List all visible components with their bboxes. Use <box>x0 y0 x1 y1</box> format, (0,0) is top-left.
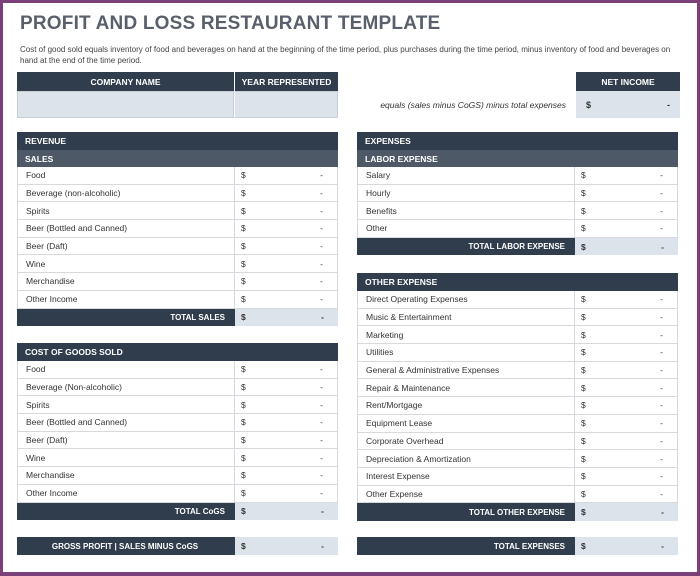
line-item-amount-cell[interactable] <box>575 486 678 503</box>
line-item-row <box>357 309 678 327</box>
currency-symbol: $ <box>241 364 246 375</box>
total-sales-row <box>17 309 338 327</box>
line-item-label: Other Expense <box>357 486 575 503</box>
year-represented-header: YEAR REPRESENTED <box>234 72 338 91</box>
total-expenses-label: TOTAL EXPENSES <box>493 541 565 551</box>
currency-symbol: $ <box>581 347 586 358</box>
currency-symbol: $ <box>586 99 592 110</box>
line-item-label: Spirits <box>17 202 235 219</box>
other-expense-table <box>357 273 678 521</box>
gross-profit-value[interactable] <box>235 537 338 555</box>
line-item-row <box>357 344 678 362</box>
line-item-amount-cell[interactable] <box>575 167 678 184</box>
line-item-amount-cell[interactable] <box>235 432 338 449</box>
currency-symbol: $ <box>581 312 586 323</box>
line-item-label: Utilities <box>357 344 575 361</box>
line-item-amount-cell[interactable] <box>235 220 338 237</box>
line-item-label: Beer (Bottled and Canned) <box>17 220 235 237</box>
revenue-table <box>17 132 338 326</box>
line-item-row <box>17 485 338 503</box>
currency-symbol: $ <box>581 188 586 199</box>
line-item-label: Repair & Maintenance <box>357 379 575 396</box>
currency-symbol: $ <box>241 470 246 481</box>
line-item-row <box>357 362 678 380</box>
currency-symbol: $ <box>581 507 586 518</box>
currency-symbol: $ <box>581 471 586 482</box>
line-item-amount: - <box>320 223 323 234</box>
total-other-expense-label: TOTAL OTHER EXPENSE <box>468 507 565 517</box>
line-item-label: Wine <box>17 255 235 272</box>
line-item-label: Equipment Lease <box>357 415 575 432</box>
line-item-amount: - <box>660 453 663 464</box>
currency-symbol: $ <box>241 417 246 428</box>
line-item-amount-cell[interactable] <box>575 450 678 467</box>
line-item-row <box>357 486 678 504</box>
line-item-amount-cell[interactable] <box>235 361 338 378</box>
line-item-amount: - <box>320 452 323 463</box>
line-item-amount-cell[interactable] <box>575 291 678 308</box>
line-item-amount: - <box>660 329 663 340</box>
total-sales-amount: - <box>321 312 324 323</box>
currency-symbol: $ <box>581 488 586 499</box>
line-item-amount: - <box>660 400 663 411</box>
line-item-amount-cell[interactable] <box>235 396 338 413</box>
line-item-amount-cell[interactable] <box>575 379 678 396</box>
line-item-row <box>357 468 678 486</box>
currency-symbol: $ <box>581 400 586 411</box>
line-item-row <box>17 202 338 220</box>
line-item-label: Hourly <box>357 185 575 202</box>
line-item-amount-cell[interactable] <box>575 185 678 202</box>
line-item-amount: - <box>660 205 663 216</box>
currency-symbol: $ <box>581 170 586 181</box>
line-item-amount: - <box>320 382 323 393</box>
other-expense-header-label: OTHER EXPENSE <box>365 277 438 287</box>
line-item-amount: - <box>660 365 663 376</box>
line-item-label: Rent/Mortgage <box>357 397 575 414</box>
line-item-label: Other Income <box>17 291 235 308</box>
revenue-header <box>17 132 338 150</box>
line-item-label: Food <box>17 361 235 378</box>
line-item-amount: - <box>320 488 323 499</box>
total-other-expense-value[interactable] <box>575 503 678 521</box>
line-item-amount: - <box>320 258 323 269</box>
line-item-row <box>357 326 678 344</box>
line-item-row <box>357 433 678 451</box>
total-labor-expense-amount: - <box>661 241 664 252</box>
line-item-amount-cell[interactable] <box>575 326 678 343</box>
line-item-label: Beverage (non-alcoholic) <box>17 185 235 202</box>
line-item-amount: - <box>660 223 663 234</box>
line-item-amount-cell[interactable] <box>235 467 338 484</box>
net-income-header: NET INCOME <box>576 72 680 91</box>
total-expenses-row <box>357 537 678 555</box>
currency-symbol: $ <box>581 435 586 446</box>
line-item-amount: - <box>660 471 663 482</box>
line-item-label: Merchandise <box>17 467 235 484</box>
sales-subheader-label: SALES <box>25 153 54 164</box>
currency-symbol: $ <box>581 541 586 551</box>
line-item-label: Merchandise <box>17 273 235 290</box>
year-represented-input[interactable] <box>234 91 338 118</box>
line-item-amount: - <box>660 188 663 199</box>
line-item-row <box>17 361 338 379</box>
line-item-amount-cell[interactable] <box>235 238 338 255</box>
line-item-amount-cell[interactable] <box>235 255 338 272</box>
currency-symbol: $ <box>241 452 246 463</box>
currency-symbol: $ <box>241 541 246 551</box>
line-item-row <box>357 397 678 415</box>
currency-symbol: $ <box>241 170 246 181</box>
line-item-amount: - <box>320 205 323 216</box>
line-item-amount-cell[interactable] <box>235 291 338 308</box>
line-item-row <box>17 414 338 432</box>
line-item-amount-cell[interactable] <box>235 167 338 184</box>
total-cogs-row <box>17 503 338 521</box>
line-item-amount-cell[interactable] <box>575 362 678 379</box>
line-item-label: Music & Entertainment <box>357 309 575 326</box>
line-item-amount-cell[interactable] <box>575 397 678 414</box>
line-item-row <box>357 220 678 238</box>
line-item-amount: - <box>320 399 323 410</box>
currency-symbol: $ <box>581 365 586 376</box>
line-item-row <box>17 291 338 309</box>
line-item-row <box>17 255 338 273</box>
line-item-label: Benefits <box>357 202 575 219</box>
gross-profit-row <box>17 537 338 555</box>
spreadsheet-page <box>3 3 697 572</box>
other-expense-header <box>357 273 678 291</box>
line-item-row <box>17 467 338 485</box>
line-item-row <box>17 379 338 397</box>
total-labor-expense-label: TOTAL LABOR EXPENSE <box>468 242 565 252</box>
line-item-row <box>357 167 678 185</box>
net-income-amount: - <box>667 99 670 110</box>
line-item-amount: - <box>320 170 323 181</box>
currency-symbol: $ <box>581 453 586 464</box>
total-cogs-label: TOTAL CoGS <box>174 506 225 516</box>
description-text: Cost of good sold equals inventory of food and beverages on hand at the beginning of the time period, plus purchases during the time period, minus inventory of food and beverages on hand at the end of the time period. <box>20 45 671 65</box>
line-item-amount-cell[interactable] <box>575 220 678 237</box>
total-other-expense-row <box>357 503 678 521</box>
line-item-amount: - <box>320 470 323 481</box>
total-cogs-amount: - <box>321 506 324 517</box>
line-item-amount-cell[interactable] <box>235 273 338 290</box>
line-item-amount: - <box>320 188 323 199</box>
total-expenses-value[interactable] <box>575 537 678 555</box>
line-item-label: General & Administrative Expenses <box>357 362 575 379</box>
currency-symbol: $ <box>241 188 246 199</box>
currency-symbol: $ <box>241 241 246 252</box>
net-income-value[interactable] <box>576 91 680 118</box>
line-item-label: Interest Expense <box>357 468 575 485</box>
line-item-row <box>357 379 678 397</box>
total-labor-expense-value[interactable] <box>575 238 678 256</box>
line-item-amount: - <box>660 382 663 393</box>
line-item-amount-cell[interactable] <box>235 485 338 502</box>
currency-symbol: $ <box>581 382 586 393</box>
line-item-row <box>17 449 338 467</box>
line-item-amount-cell[interactable] <box>575 468 678 485</box>
line-item-amount: - <box>660 294 663 305</box>
expenses-header <box>357 132 678 150</box>
currency-symbol: $ <box>581 418 586 429</box>
total-other-expense-amount: - <box>661 507 664 518</box>
line-item-row <box>17 396 338 414</box>
net-income-block <box>360 72 680 118</box>
labor-expense-subheader <box>357 150 678 167</box>
line-item-label: Salary <box>357 167 575 184</box>
line-item-row <box>17 238 338 256</box>
line-item-amount: - <box>660 418 663 429</box>
total-expenses-amount: - <box>661 541 664 551</box>
cogs-header-label: COST OF GOODS SOLD <box>25 347 123 357</box>
line-item-row <box>357 415 678 433</box>
line-item-amount: - <box>320 417 323 428</box>
currency-symbol: $ <box>241 506 246 517</box>
line-item-amount: - <box>320 276 323 287</box>
line-item-label: Other <box>357 220 575 237</box>
currency-symbol: $ <box>241 382 246 393</box>
line-item-amount: - <box>660 312 663 323</box>
expenses-table <box>357 132 678 255</box>
line-item-label: Beverage (Non-alcoholic) <box>17 379 235 396</box>
line-item-amount-cell[interactable] <box>235 202 338 219</box>
currency-symbol: $ <box>241 435 246 446</box>
line-item-label: Depreciation & Amortization <box>357 450 575 467</box>
currency-symbol: $ <box>241 312 246 323</box>
line-item-label: Direct Operating Expenses <box>357 291 575 308</box>
line-item-amount-cell[interactable] <box>575 415 678 432</box>
line-item-label: Beer (Bottled and Canned) <box>17 414 235 431</box>
line-item-label: Other Income <box>17 485 235 502</box>
line-item-label: Spirits <box>17 396 235 413</box>
line-item-row <box>17 167 338 185</box>
line-item-label: Beer (Daft) <box>17 238 235 255</box>
line-item-label: Wine <box>17 449 235 466</box>
line-item-amount-cell[interactable] <box>235 414 338 431</box>
line-item-amount-cell[interactable] <box>235 185 338 202</box>
line-item-amount-cell[interactable] <box>235 379 338 396</box>
line-item-amount: - <box>320 435 323 446</box>
line-item-label: Marketing <box>357 326 575 343</box>
line-item-row <box>357 185 678 203</box>
line-item-row <box>17 185 338 203</box>
gross-profit-table <box>17 537 338 555</box>
line-item-label: Beer (Daft) <box>17 432 235 449</box>
line-item-amount-cell[interactable] <box>575 433 678 450</box>
net-income-formula: equals (sales minus CoGS) minus total expenses <box>380 99 566 110</box>
line-item-row <box>17 273 338 291</box>
currency-symbol: $ <box>241 399 246 410</box>
total-labor-expense-row <box>357 238 678 256</box>
line-item-label: Food <box>17 167 235 184</box>
currency-symbol: $ <box>581 329 586 340</box>
line-item-amount: - <box>660 435 663 446</box>
line-item-amount: - <box>660 347 663 358</box>
line-item-amount-cell[interactable] <box>575 344 678 361</box>
line-item-row <box>357 202 678 220</box>
cogs-header <box>17 343 338 361</box>
total-sales-value[interactable] <box>235 309 338 327</box>
currency-symbol: $ <box>241 258 246 269</box>
line-item-row <box>17 220 338 238</box>
sales-subheader <box>17 150 338 167</box>
labor-expense-subheader-label: LABOR EXPENSE <box>365 153 438 164</box>
currency-symbol: $ <box>241 488 246 499</box>
currency-symbol: $ <box>581 241 586 252</box>
line-item-row <box>357 291 678 309</box>
company-name-input[interactable] <box>17 91 234 118</box>
gross-profit-amount: - <box>321 541 324 551</box>
line-item-amount-cell[interactable] <box>235 449 338 466</box>
line-item-row <box>17 432 338 450</box>
total-sales-label: TOTAL SALES <box>170 312 225 322</box>
revenue-header-label: REVENUE <box>25 136 67 146</box>
line-item-amount-cell[interactable] <box>575 202 678 219</box>
total-expenses-table <box>357 537 678 555</box>
page-title: PROFIT AND LOSS RESTAURANT TEMPLATE <box>20 13 441 34</box>
line-item-label: Corporate Overhead <box>357 433 575 450</box>
line-item-amount: - <box>320 241 323 252</box>
company-block <box>17 72 338 118</box>
currency-symbol: $ <box>581 205 586 216</box>
cogs-table <box>17 343 338 520</box>
line-item-amount: - <box>660 488 663 499</box>
total-cogs-value[interactable] <box>235 503 338 521</box>
currency-symbol: $ <box>241 223 246 234</box>
expenses-header-label: EXPENSES <box>365 136 411 146</box>
line-item-amount: - <box>320 294 323 305</box>
line-item-amount: - <box>320 364 323 375</box>
line-item-row <box>357 450 678 468</box>
line-item-amount-cell[interactable] <box>575 309 678 326</box>
company-name-header: COMPANY NAME <box>17 72 234 91</box>
currency-symbol: $ <box>241 276 246 287</box>
currency-symbol: $ <box>581 223 586 234</box>
currency-symbol: $ <box>581 294 586 305</box>
currency-symbol: $ <box>241 294 246 305</box>
gross-profit-label: GROSS PROFIT | SALES MINUS CoGS <box>51 541 199 551</box>
currency-symbol: $ <box>241 205 246 216</box>
line-item-amount: - <box>660 170 663 181</box>
